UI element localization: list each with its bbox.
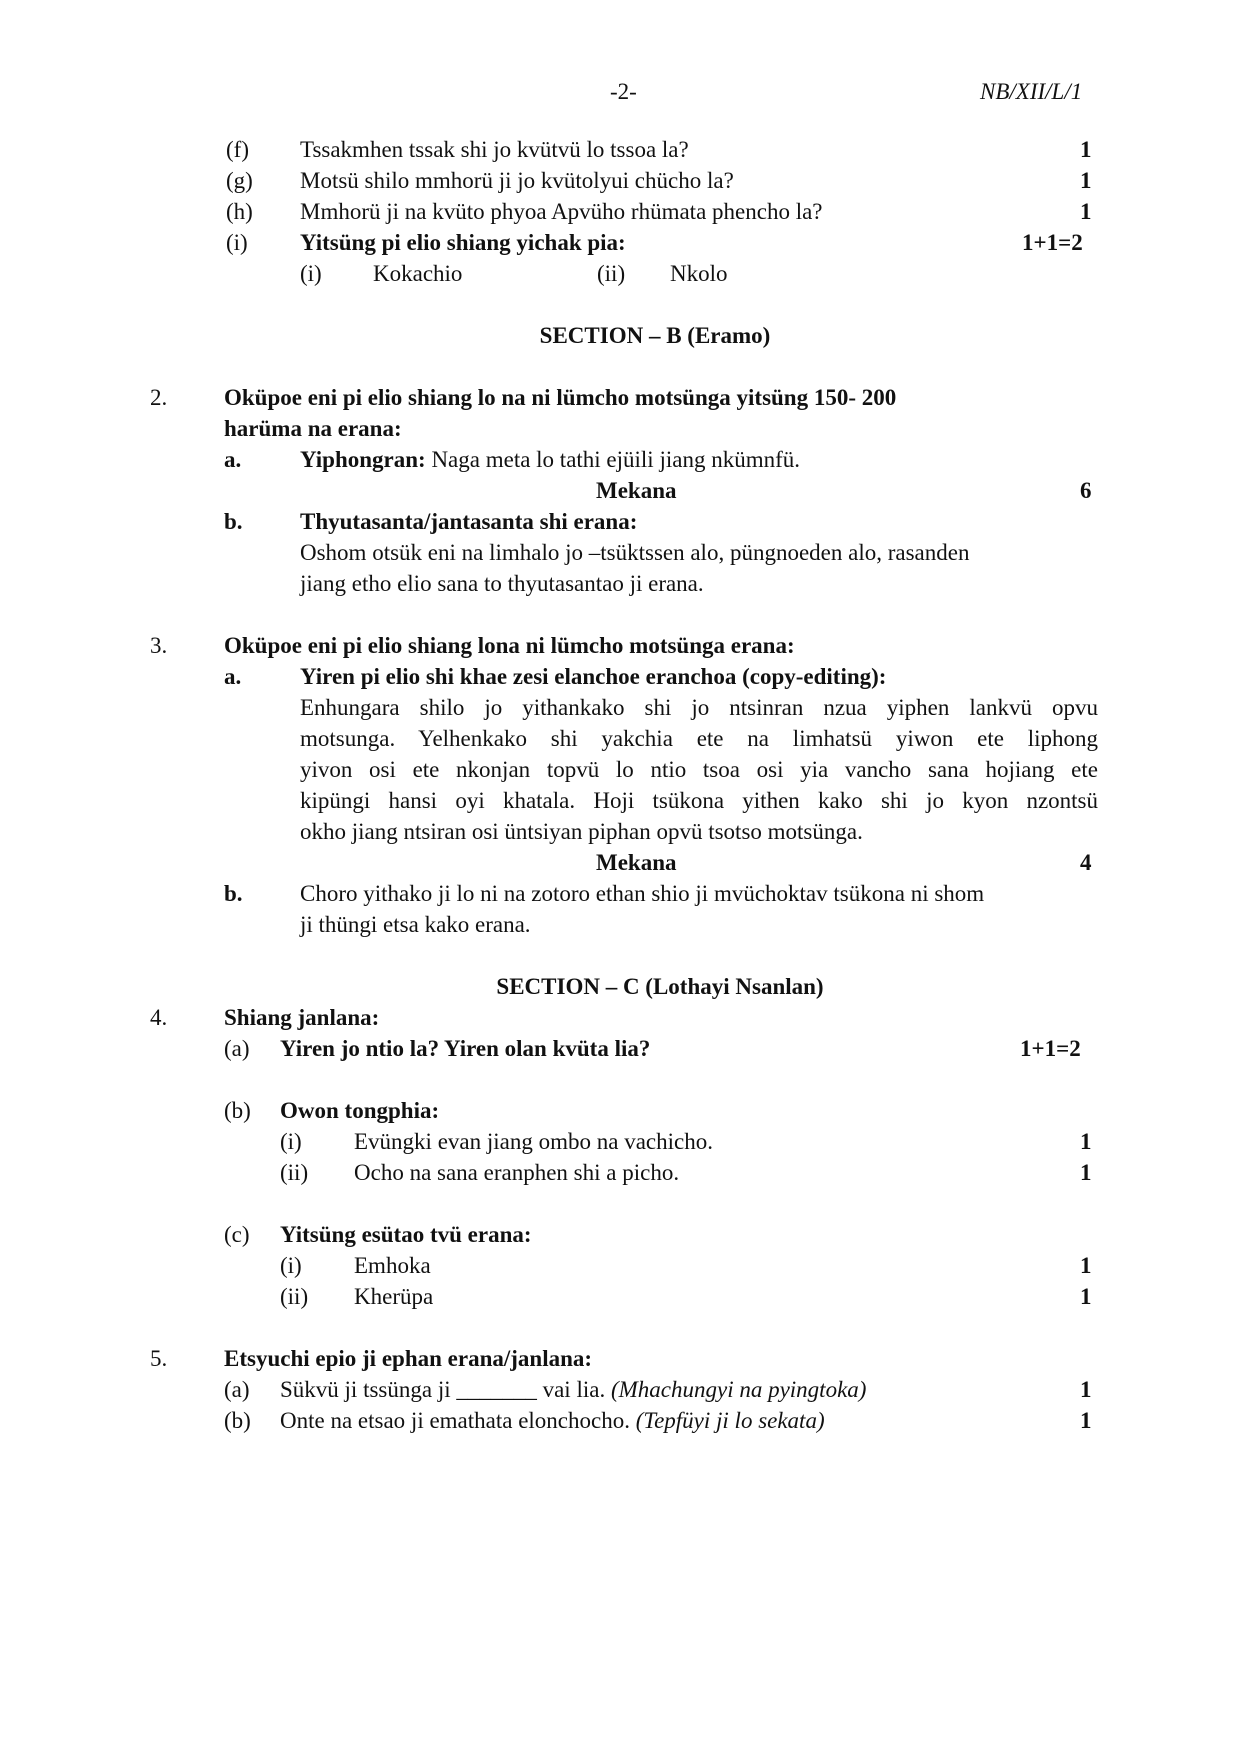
sub-text: jiang etho elio sana to thyutasantao ji erana. bbox=[300, 571, 704, 596]
item-label: (h) bbox=[226, 199, 253, 224]
marks: 1 bbox=[1080, 1408, 1092, 1433]
sub-label: a. bbox=[224, 664, 242, 689]
marks: 1+1=2 bbox=[1022, 230, 1083, 255]
marks: 4 bbox=[1080, 850, 1092, 875]
sub-text: Yiphongran: Naga meta lo tathi ejüili jiang nkümnfü. bbox=[300, 447, 800, 472]
sub-title: Yiren pi elio shi khae zesi elanchoe eranchoa (copy-editing): bbox=[300, 664, 887, 689]
item-text: Tssakmhen tssak shi jo kvütvü lo tssoa la? bbox=[300, 137, 689, 162]
option-text: Kokachio bbox=[373, 261, 463, 286]
marks: 1 bbox=[1080, 168, 1092, 193]
item-text: Mmhorü ji na kvüto phyoa Apvüho rhümata phencho la? bbox=[300, 199, 823, 224]
item-label: (i) bbox=[226, 230, 248, 255]
question-number: 5. bbox=[150, 1346, 168, 1371]
item-label: (i) bbox=[280, 1129, 302, 1154]
item-label: (i) bbox=[280, 1253, 302, 1278]
item-label: (g) bbox=[226, 168, 253, 193]
marks: 1 bbox=[1080, 1284, 1092, 1309]
sub-text: Oshom otsük eni na limhalo jo –tsüktssen alo, püngnoeden alo, rasanden bbox=[300, 540, 970, 565]
item-text: Kherüpa bbox=[354, 1284, 434, 1309]
item-label: (ii) bbox=[280, 1284, 309, 1309]
question-text: Oküpoe eni pi elio shiang lo na ni lümcho motsünga yitsüng 150- 200 bbox=[224, 385, 897, 410]
marks: 6 bbox=[1080, 478, 1092, 503]
item-text: Ocho na sana eranphen shi a picho. bbox=[354, 1160, 680, 1185]
item-text: Yitsüng pi elio shiang yichak pia: bbox=[300, 230, 626, 255]
page-number: -2- bbox=[610, 79, 637, 104]
question-number: 3. bbox=[150, 633, 168, 658]
marks: 1 bbox=[1080, 1253, 1092, 1278]
sub-label: (b) bbox=[224, 1098, 251, 1123]
marks: 1 bbox=[1080, 1377, 1092, 1402]
question-text: Etsyuchi epio ji ephan erana/janlana: bbox=[224, 1346, 593, 1371]
sub-text: ji thüngi etsa kako erana. bbox=[300, 912, 531, 937]
sub-label: a. bbox=[224, 447, 242, 472]
item-text: Motsü shilo mmhorü ji jo kvütolyui chücho la? bbox=[300, 168, 734, 193]
question-number: 2. bbox=[150, 385, 168, 410]
item-text: Emhoka bbox=[354, 1253, 431, 1278]
sub-label: b. bbox=[224, 881, 243, 906]
item-label: (ii) bbox=[280, 1160, 309, 1185]
section-b-heading: SECTION – B (Eramo) bbox=[539, 323, 771, 348]
question-text: Shiang janlana: bbox=[224, 1005, 380, 1030]
sub-label: (b) bbox=[224, 1408, 251, 1433]
question-text: Oküpoe eni pi elio shiang lona ni lümcho motsünga erana: bbox=[224, 633, 795, 658]
sub-label: (a) bbox=[224, 1377, 250, 1402]
sub-label: (a) bbox=[224, 1036, 250, 1061]
passage-line: kipüngi hansi oyi khatala. Hoji tsükona yithen kako shi jo kyon nzontsü bbox=[300, 788, 1098, 813]
question-number: 4. bbox=[150, 1005, 168, 1030]
sub-text: Yitsüng esütao tvü erana: bbox=[280, 1222, 532, 1247]
section-c-heading: SECTION – C (Lothayi Nsanlan) bbox=[496, 974, 824, 999]
sub-label: (c) bbox=[224, 1222, 250, 1247]
marks: 1+1=2 bbox=[1020, 1036, 1081, 1061]
marks: 1 bbox=[1080, 137, 1092, 162]
sub-label: b. bbox=[224, 509, 243, 534]
marks: 1 bbox=[1080, 1129, 1092, 1154]
mekana-label: Mekana bbox=[596, 850, 677, 875]
marks: 1 bbox=[1080, 1160, 1092, 1185]
option-label: (i) bbox=[300, 261, 322, 286]
marks: 1 bbox=[1080, 199, 1092, 224]
sub-title: Thyutasanta/jantasanta shi erana: bbox=[300, 509, 638, 534]
option-text: Nkolo bbox=[670, 261, 728, 286]
mekana-label: Mekana bbox=[596, 478, 677, 503]
option-label: (ii) bbox=[597, 261, 626, 286]
question-text: harüma na erana: bbox=[224, 416, 402, 441]
sub-text: Onte na etsao ji emathata elonchocho. (Tepfüyi ji lo sekata) bbox=[280, 1408, 825, 1433]
passage-line: okho jiang ntsiran osi üntsiyan piphan opvü tsotso motsünga. bbox=[300, 819, 863, 844]
item-text: Evüngki evan jiang ombo na vachicho. bbox=[354, 1129, 713, 1154]
passage-line: Enhungara shilo jo yithankako shi jo ntsinran nzua yiphen lankvü opvu bbox=[300, 695, 1098, 720]
passage-line: motsunga. Yelhenkako shi yakchia ete na limhatsü yiwon ete liphong bbox=[300, 726, 1098, 751]
passage-line: yivon osi ete nkonjan topvü lo ntio tsoa osi yia vancho sana hojiang ete bbox=[300, 757, 1098, 782]
sub-text: Choro yithako ji lo ni na zotoro ethan shio ji mvüchoktav tsükona ni shom bbox=[300, 881, 985, 906]
sub-text: Owon tongphia: bbox=[280, 1098, 440, 1123]
paper-code: NB/XII/L/1 bbox=[980, 79, 1083, 104]
sub-text: Sükvü ji tssünga ji _______ vai lia. (Mhachungyi na pyingtoka) bbox=[280, 1377, 867, 1402]
sub-text: Yiren jo ntio la? Yiren olan kvüta lia? bbox=[280, 1036, 651, 1061]
item-label: (f) bbox=[226, 137, 249, 162]
